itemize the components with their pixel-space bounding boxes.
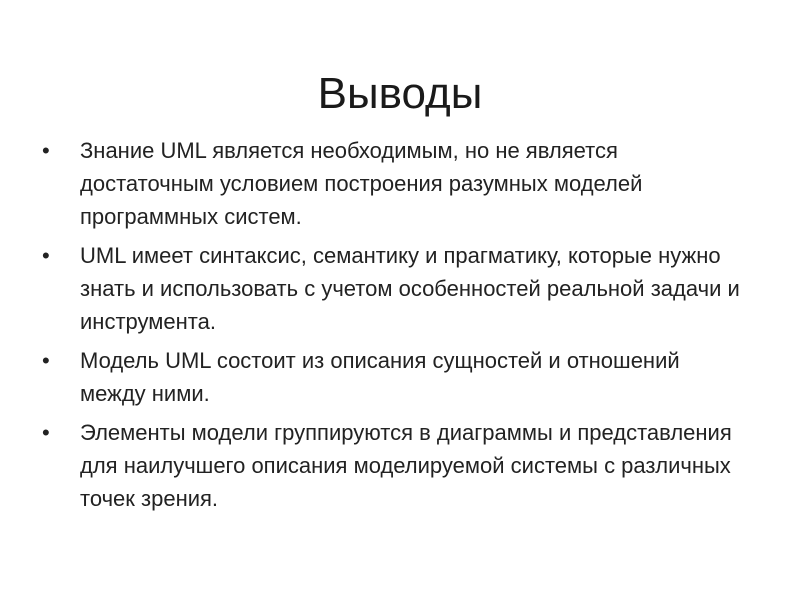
bullet-text: Элементы модели группируются в диаграммы и представления для наилучшего описания моделируемой системы с различных точек зрения. — [80, 420, 732, 511]
bullet-text: Модель UML состоит из описания сущностей и отношений между ними. — [80, 348, 680, 406]
list-item — [42, 416, 742, 515]
list-item — [42, 134, 742, 233]
bullet-icon: • — [42, 348, 50, 373]
list-item — [42, 344, 742, 410]
bullet-icon: • — [42, 243, 50, 268]
bullet-text: Знание UML является необходимым, но не является достаточным условием построения разумных моделей программных систем. — [80, 138, 643, 229]
bullet-list — [42, 134, 742, 521]
bullet-icon: • — [42, 420, 50, 445]
slide-title: Выводы — [317, 69, 483, 119]
bullet-icon: • — [42, 138, 50, 163]
list-item — [42, 239, 742, 338]
bullet-text: UML имеет синтаксис, семантику и прагматику, которые нужно знать и использовать с учетом особенностей реальной задачи и инструмента. — [80, 243, 740, 334]
